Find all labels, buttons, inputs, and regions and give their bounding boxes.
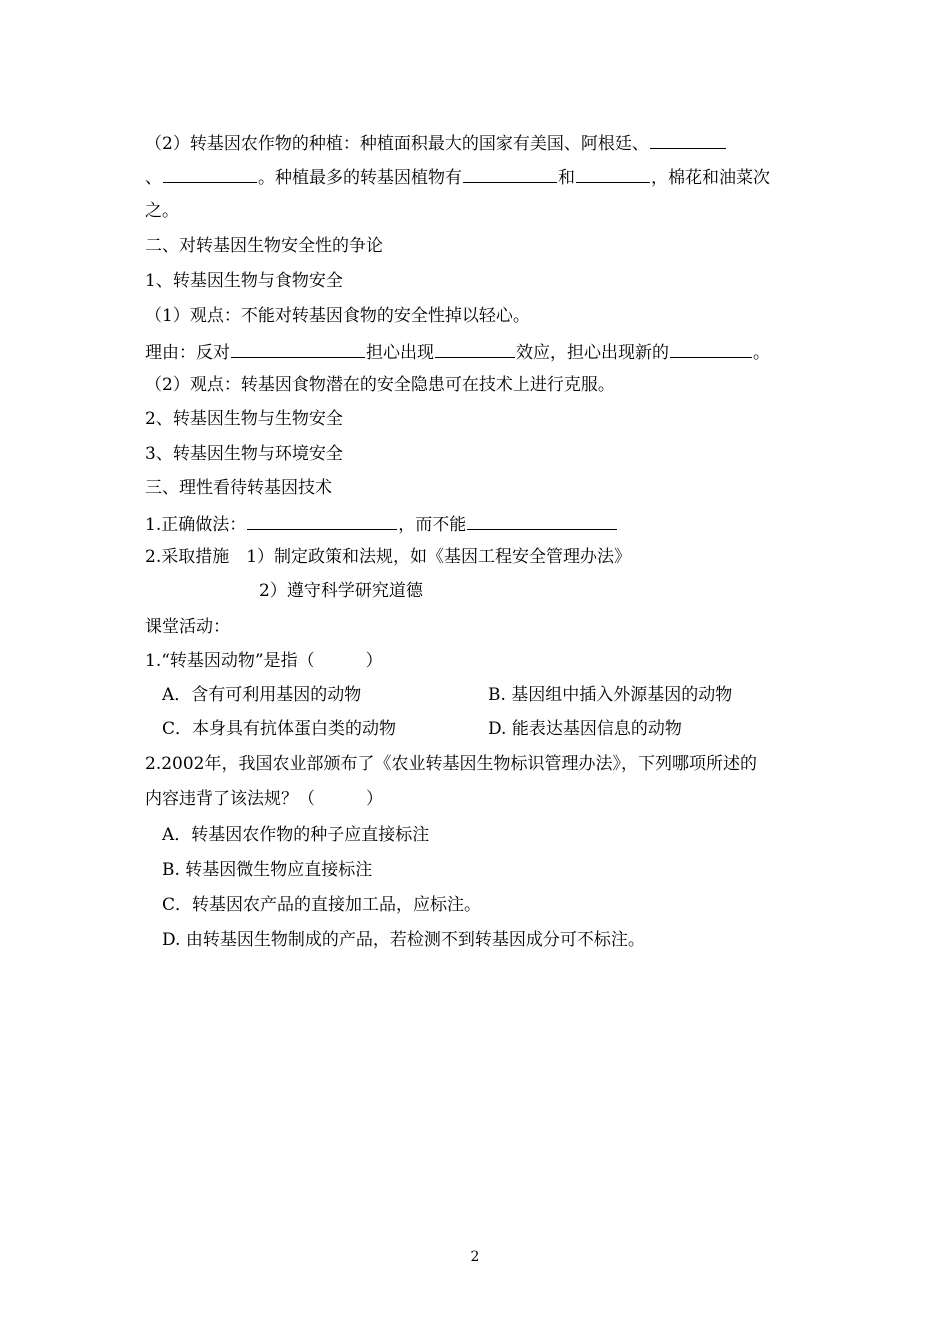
correct-approach-line: 1.正确做法： ，而不能 xyxy=(145,512,618,534)
subsection-food-safety: 1、转基因生物与食物安全 xyxy=(145,271,343,291)
blank-approach-2 xyxy=(467,512,617,530)
question-2-line-1: 2.2002年，我国农业部颁布了《农业转基因生物标识管理办法》，下列哪项所述的 xyxy=(145,754,757,774)
reason-line: 理由：反对 担心出现 效应，担心出现新的 。 xyxy=(145,340,770,362)
blank-crop-1 xyxy=(463,165,557,183)
q2-option-d: D. 由转基因生物制成的产品，若检测不到转基因成分可不标注。 xyxy=(162,930,645,950)
class-activity-heading: 课堂活动： xyxy=(145,617,230,637)
planting-line-1: （2）转基因农作物的种植：种植面积最大的国家有美国、阿根廷、 xyxy=(145,131,727,153)
blank-reason-2 xyxy=(435,340,515,358)
measures-line-2: 2）遵守科学研究道德 xyxy=(259,581,423,601)
blank-crop-2 xyxy=(576,165,650,183)
blank-country-2 xyxy=(163,165,257,183)
section-2-heading: 二、对转基因生物安全性的争论 xyxy=(145,236,383,256)
q2-option-a: A．转基因农作物的种子应直接标注 xyxy=(162,825,430,845)
page-number: 2 xyxy=(470,1249,480,1265)
subsection-env-safety: 3、转基因生物与环境安全 xyxy=(145,444,343,464)
blank-reason-3 xyxy=(670,340,752,358)
q1-option-a: A．含有可利用基因的动物 xyxy=(162,685,362,705)
section-3-heading: 三、理性看待转基因技术 xyxy=(145,478,332,498)
planting-line-3: 之。 xyxy=(145,201,179,221)
q1-option-c: C．本身具有抗体蛋白类的动物 xyxy=(162,719,397,739)
q1-option-d: D. 能表达基因信息的动物 xyxy=(488,719,682,739)
blank-approach-1 xyxy=(247,512,397,530)
measures-line-1: 2.采取措施 1）制定政策和法规，如《基因工程安全管理办法》 xyxy=(145,547,632,567)
subsection-bio-safety: 2、转基因生物与生物安全 xyxy=(145,409,343,429)
question-2-line-2: 内容违背了该法规？（ ） xyxy=(145,789,383,809)
blank-country-1 xyxy=(650,131,726,149)
q1-option-b: B. 基因组中插入外源基因的动物 xyxy=(488,685,733,705)
q2-option-b: B. 转基因微生物应直接标注 xyxy=(162,860,373,880)
viewpoint-1: （1）观点：不能对转基因食物的安全性掉以轻心。 xyxy=(145,306,530,326)
q2-option-c: C．转基因农产品的直接加工品，应标注。 xyxy=(162,895,482,915)
question-1: 1.“转基因动物”是指（ ） xyxy=(145,651,383,671)
planting-line-2: 、 。种植最多的转基因植物有 和 ，棉花和油菜次 xyxy=(145,165,770,187)
blank-reason-1 xyxy=(231,340,365,358)
viewpoint-2: （2）观点：转基因食物潜在的安全隐患可在技术上进行克服。 xyxy=(145,375,615,395)
